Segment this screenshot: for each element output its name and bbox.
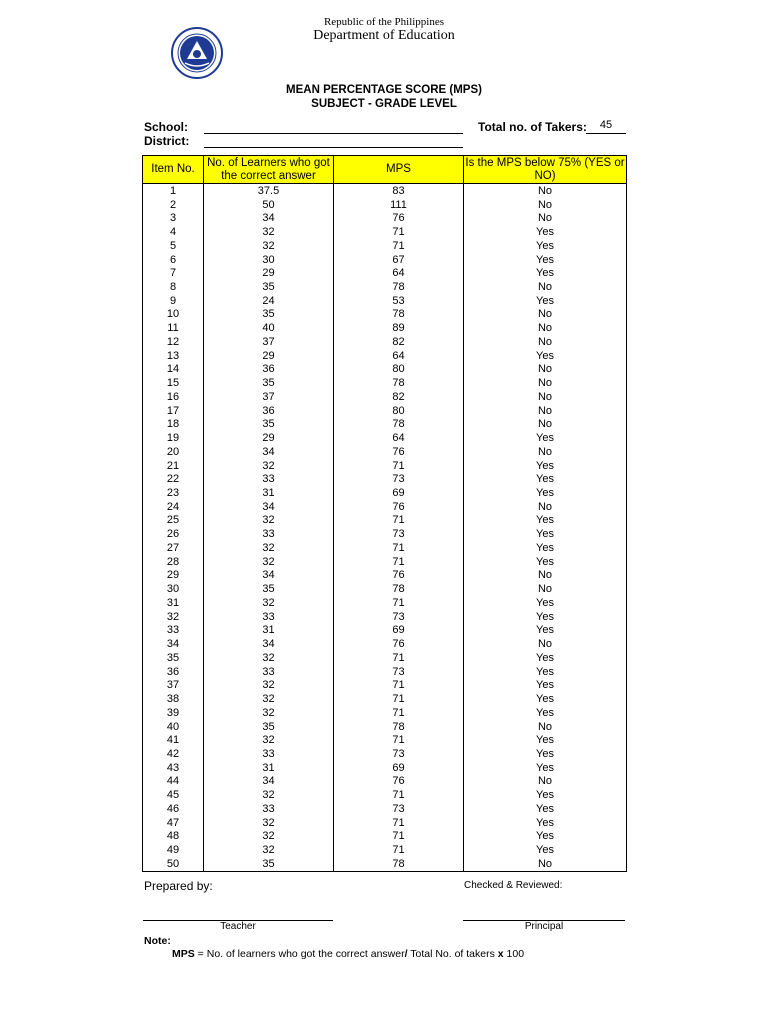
formula-times: x xyxy=(497,948,504,960)
cell-learners-correct: 37.5 xyxy=(204,184,334,198)
cell-item-no: 38 xyxy=(143,692,204,706)
cell-mps: 71 xyxy=(334,225,464,239)
cell-below-75: No xyxy=(464,775,627,789)
cell-mps: 82 xyxy=(334,390,464,404)
teacher-label: Teacher xyxy=(220,921,256,932)
cell-item-no: 25 xyxy=(143,514,204,528)
cell-mps: 71 xyxy=(334,514,464,528)
cell-learners-correct: 37 xyxy=(204,390,334,404)
table-row xyxy=(143,431,627,445)
cell-mps: 71 xyxy=(334,459,464,473)
table-row xyxy=(143,253,627,267)
table-row xyxy=(143,363,627,377)
cell-learners-correct: 34 xyxy=(204,445,334,459)
cell-below-75: No xyxy=(464,720,627,734)
cell-mps: 69 xyxy=(334,761,464,775)
table-row xyxy=(143,321,627,335)
cell-below-75: No xyxy=(464,637,627,651)
table-row xyxy=(143,376,627,390)
cell-mps: 82 xyxy=(334,335,464,349)
cell-below-75: Yes xyxy=(464,706,627,720)
cell-learners-correct: 32 xyxy=(204,706,334,720)
cell-below-75: No xyxy=(464,321,627,335)
cell-learners-correct: 29 xyxy=(204,349,334,363)
cell-learners-correct: 33 xyxy=(204,665,334,679)
cell-below-75: No xyxy=(464,308,627,322)
table-row xyxy=(143,239,627,253)
cell-learners-correct: 32 xyxy=(204,459,334,473)
cell-below-75: Yes xyxy=(464,253,627,267)
cell-item-no: 3 xyxy=(143,211,204,225)
table-row xyxy=(143,390,627,404)
header-below-75: Is the MPS below 75% (YES or NO) xyxy=(465,156,625,182)
cell-item-no: 2 xyxy=(143,198,204,212)
cell-item-no: 34 xyxy=(143,637,204,651)
cell-mps: 71 xyxy=(334,678,464,692)
cell-mps: 73 xyxy=(334,527,464,541)
cell-below-75: Yes xyxy=(464,788,627,802)
cell-learners-correct: 35 xyxy=(204,376,334,390)
cell-mps: 64 xyxy=(334,266,464,280)
cell-item-no: 41 xyxy=(143,733,204,747)
cell-item-no: 20 xyxy=(143,445,204,459)
cell-below-75: No xyxy=(464,500,627,514)
cell-below-75: No xyxy=(464,417,627,431)
cell-item-no: 6 xyxy=(143,253,204,267)
cell-below-75: No xyxy=(464,445,627,459)
table-row xyxy=(143,527,627,541)
cell-learners-correct: 31 xyxy=(204,624,334,638)
cell-mps: 78 xyxy=(334,417,464,431)
table-row xyxy=(143,555,627,569)
table-row xyxy=(143,308,627,322)
header-learners-correct: No. of Learners who got the correct answer xyxy=(204,156,334,184)
takers-underline xyxy=(586,133,626,134)
table-row xyxy=(143,747,627,761)
table-row xyxy=(143,761,627,775)
cell-mps: 76 xyxy=(334,569,464,583)
cell-item-no: 7 xyxy=(143,266,204,280)
cell-below-75: No xyxy=(464,376,627,390)
cell-learners-correct: 36 xyxy=(204,363,334,377)
cell-mps: 76 xyxy=(334,775,464,789)
cell-below-75: Yes xyxy=(464,541,627,555)
cell-below-75: No xyxy=(464,335,627,349)
cell-below-75: Yes xyxy=(464,239,627,253)
cell-item-no: 31 xyxy=(143,596,204,610)
cell-mps: 53 xyxy=(334,294,464,308)
cell-below-75: No xyxy=(464,280,627,294)
formula-hundred: 100 xyxy=(503,948,525,960)
cell-below-75: Yes xyxy=(464,843,627,857)
table-row xyxy=(143,596,627,610)
cell-mps: 71 xyxy=(334,843,464,857)
table-row xyxy=(143,720,627,734)
cell-learners-correct: 32 xyxy=(204,692,334,706)
table-row xyxy=(143,569,627,583)
cell-item-no: 32 xyxy=(143,610,204,624)
cell-mps: 89 xyxy=(334,321,464,335)
cell-item-no: 15 xyxy=(143,376,204,390)
cell-below-75: No xyxy=(464,569,627,583)
table-row xyxy=(143,541,627,555)
cell-below-75: Yes xyxy=(464,266,627,280)
cell-below-75: Yes xyxy=(464,733,627,747)
cell-learners-correct: 31 xyxy=(204,486,334,500)
table-row xyxy=(143,266,627,280)
note-label: Note: xyxy=(144,935,171,947)
cell-below-75: No xyxy=(464,184,627,198)
table-row xyxy=(143,830,627,844)
table-row xyxy=(143,775,627,789)
cell-learners-correct: 35 xyxy=(204,582,334,596)
cell-below-75: Yes xyxy=(464,747,627,761)
cell-below-75: No xyxy=(464,582,627,596)
document-subtitle: SUBJECT - GRADE LEVEL xyxy=(311,98,457,110)
table-row xyxy=(143,349,627,363)
table-row xyxy=(143,294,627,308)
principal-label: Principal xyxy=(524,921,564,932)
cell-below-75: Yes xyxy=(464,514,627,528)
cell-item-no: 11 xyxy=(143,321,204,335)
cell-below-75: Yes xyxy=(464,761,627,775)
cell-learners-correct: 50 xyxy=(204,198,334,212)
cell-item-no: 21 xyxy=(143,459,204,473)
cell-below-75: Yes xyxy=(464,830,627,844)
cell-mps: 83 xyxy=(334,184,464,198)
header-item-no: Item No. xyxy=(143,156,204,184)
cell-learners-correct: 35 xyxy=(204,857,334,871)
cell-mps: 69 xyxy=(334,624,464,638)
cell-learners-correct: 32 xyxy=(204,239,334,253)
republic-heading: Republic of the Philippines xyxy=(323,16,445,28)
table-row xyxy=(143,733,627,747)
cell-mps: 78 xyxy=(334,720,464,734)
cell-mps: 78 xyxy=(334,582,464,596)
cell-below-75: Yes xyxy=(464,349,627,363)
cell-mps: 71 xyxy=(334,651,464,665)
cell-mps: 76 xyxy=(334,211,464,225)
table-row xyxy=(143,211,627,225)
cell-below-75: Yes xyxy=(464,678,627,692)
cell-item-no: 39 xyxy=(143,706,204,720)
table-body xyxy=(143,184,627,872)
cell-mps: 76 xyxy=(334,445,464,459)
cell-item-no: 14 xyxy=(143,363,204,377)
cell-below-75: No xyxy=(464,390,627,404)
table-row xyxy=(143,184,627,198)
table-row xyxy=(143,417,627,431)
cell-mps: 78 xyxy=(334,280,464,294)
cell-item-no: 24 xyxy=(143,500,204,514)
cell-below-75: Yes xyxy=(464,802,627,816)
cell-item-no: 22 xyxy=(143,472,204,486)
cell-learners-correct: 32 xyxy=(204,816,334,830)
cell-item-no: 18 xyxy=(143,417,204,431)
cell-learners-correct: 31 xyxy=(204,761,334,775)
cell-below-75: Yes xyxy=(464,294,627,308)
cell-learners-correct: 32 xyxy=(204,514,334,528)
takers-value[interactable]: 45 xyxy=(599,119,613,131)
cell-item-no: 10 xyxy=(143,308,204,322)
school-field[interactable] xyxy=(204,133,463,134)
mps-table xyxy=(142,155,627,872)
cell-item-no: 42 xyxy=(143,747,204,761)
cell-item-no: 12 xyxy=(143,335,204,349)
header-mps: MPS xyxy=(334,156,464,184)
cell-mps: 71 xyxy=(334,816,464,830)
formula-numerator: = No. of learners who got the correct answer xyxy=(194,948,405,960)
mps-formula xyxy=(172,948,524,960)
cell-mps: 71 xyxy=(334,239,464,253)
table-row xyxy=(143,459,627,473)
cell-learners-correct: 34 xyxy=(204,775,334,789)
cell-learners-correct: 32 xyxy=(204,678,334,692)
cell-mps: 78 xyxy=(334,308,464,322)
cell-below-75: Yes xyxy=(464,555,627,569)
table-row xyxy=(143,843,627,857)
cell-learners-correct: 35 xyxy=(204,417,334,431)
cell-mps: 71 xyxy=(334,541,464,555)
cell-mps: 78 xyxy=(334,376,464,390)
table-row xyxy=(143,637,627,651)
cell-mps: 71 xyxy=(334,706,464,720)
cell-mps: 78 xyxy=(334,857,464,871)
cell-item-no: 37 xyxy=(143,678,204,692)
table-row xyxy=(143,335,627,349)
mps-term: MPS xyxy=(172,948,195,960)
cell-below-75: Yes xyxy=(464,624,627,638)
cell-item-no: 46 xyxy=(143,802,204,816)
cell-below-75: Yes xyxy=(464,692,627,706)
cell-mps: 64 xyxy=(334,431,464,445)
cell-mps: 64 xyxy=(334,349,464,363)
cell-learners-correct: 32 xyxy=(204,733,334,747)
prepared-by-label: Prepared by: xyxy=(144,879,213,893)
cell-learners-correct: 33 xyxy=(204,610,334,624)
cell-mps: 71 xyxy=(334,555,464,569)
district-field[interactable] xyxy=(204,147,463,148)
table-row xyxy=(143,802,627,816)
cell-item-no: 16 xyxy=(143,390,204,404)
takers-label: Total no. of Takers: xyxy=(478,120,587,134)
cell-item-no: 36 xyxy=(143,665,204,679)
cell-learners-correct: 34 xyxy=(204,211,334,225)
district-label: District: xyxy=(144,134,190,148)
cell-item-no: 1 xyxy=(143,184,204,198)
cell-below-75: No xyxy=(464,198,627,212)
cell-item-no: 43 xyxy=(143,761,204,775)
cell-learners-correct: 34 xyxy=(204,569,334,583)
cell-mps: 76 xyxy=(334,637,464,651)
cell-mps: 71 xyxy=(334,788,464,802)
cell-mps: 71 xyxy=(334,830,464,844)
cell-below-75: Yes xyxy=(464,816,627,830)
cell-below-75: Yes xyxy=(464,459,627,473)
cell-mps: 73 xyxy=(334,802,464,816)
cell-item-no: 23 xyxy=(143,486,204,500)
cell-learners-correct: 29 xyxy=(204,431,334,445)
cell-item-no: 33 xyxy=(143,624,204,638)
table-row xyxy=(143,651,627,665)
table-row xyxy=(143,582,627,596)
cell-learners-correct: 35 xyxy=(204,720,334,734)
cell-item-no: 5 xyxy=(143,239,204,253)
table-row xyxy=(143,692,627,706)
cell-mps: 111 xyxy=(334,198,464,212)
cell-item-no: 30 xyxy=(143,582,204,596)
cell-item-no: 9 xyxy=(143,294,204,308)
cell-below-75: Yes xyxy=(464,651,627,665)
cell-item-no: 40 xyxy=(143,720,204,734)
cell-item-no: 49 xyxy=(143,843,204,857)
cell-item-no: 8 xyxy=(143,280,204,294)
table-row xyxy=(143,788,627,802)
table-row xyxy=(143,665,627,679)
cell-mps: 69 xyxy=(334,486,464,500)
table-row xyxy=(143,198,627,212)
cell-below-75: No xyxy=(464,404,627,418)
cell-learners-correct: 32 xyxy=(204,225,334,239)
table-row xyxy=(143,472,627,486)
cell-below-75: No xyxy=(464,857,627,871)
table-row xyxy=(143,445,627,459)
table-row xyxy=(143,500,627,514)
cell-learners-correct: 30 xyxy=(204,253,334,267)
cell-item-no: 35 xyxy=(143,651,204,665)
cell-below-75: Yes xyxy=(464,486,627,500)
cell-below-75: No xyxy=(464,363,627,377)
checked-reviewed-label: Checked & Reviewed: xyxy=(464,880,563,891)
cell-item-no: 17 xyxy=(143,404,204,418)
formula-slash: / xyxy=(404,948,408,960)
cell-below-75: Yes xyxy=(464,472,627,486)
school-label: School: xyxy=(144,120,188,134)
table-row xyxy=(143,857,627,871)
cell-item-no: 26 xyxy=(143,527,204,541)
cell-mps: 71 xyxy=(334,733,464,747)
table-row xyxy=(143,280,627,294)
cell-below-75: Yes xyxy=(464,665,627,679)
cell-learners-correct: 33 xyxy=(204,802,334,816)
cell-mps: 76 xyxy=(334,500,464,514)
cell-learners-correct: 29 xyxy=(204,266,334,280)
table-row xyxy=(143,706,627,720)
cell-item-no: 4 xyxy=(143,225,204,239)
cell-item-no: 45 xyxy=(143,788,204,802)
cell-item-no: 13 xyxy=(143,349,204,363)
document-title: MEAN PERCENTAGE SCORE (MPS) xyxy=(286,84,482,96)
table-row xyxy=(143,610,627,624)
cell-learners-correct: 24 xyxy=(204,294,334,308)
cell-item-no: 48 xyxy=(143,830,204,844)
cell-learners-correct: 32 xyxy=(204,830,334,844)
cell-item-no: 19 xyxy=(143,431,204,445)
cell-learners-correct: 35 xyxy=(204,308,334,322)
cell-below-75: Yes xyxy=(464,610,627,624)
cell-below-75: Yes xyxy=(464,225,627,239)
cell-learners-correct: 32 xyxy=(204,541,334,555)
formula-divisor: Total No. of takers xyxy=(407,948,498,960)
table-row xyxy=(143,678,627,692)
cell-learners-correct: 32 xyxy=(204,651,334,665)
cell-learners-correct: 34 xyxy=(204,500,334,514)
cell-mps: 73 xyxy=(334,472,464,486)
cell-item-no: 29 xyxy=(143,569,204,583)
cell-learners-correct: 33 xyxy=(204,747,334,761)
cell-item-no: 44 xyxy=(143,775,204,789)
table-row xyxy=(143,514,627,528)
cell-item-no: 27 xyxy=(143,541,204,555)
cell-below-75: Yes xyxy=(464,431,627,445)
cell-learners-correct: 32 xyxy=(204,788,334,802)
table-row xyxy=(143,404,627,418)
cell-learners-correct: 32 xyxy=(204,843,334,857)
cell-learners-correct: 36 xyxy=(204,404,334,418)
cell-learners-correct: 40 xyxy=(204,321,334,335)
cell-below-75: Yes xyxy=(464,527,627,541)
cell-learners-correct: 37 xyxy=(204,335,334,349)
table-row xyxy=(143,486,627,500)
cell-learners-correct: 35 xyxy=(204,280,334,294)
cell-mps: 71 xyxy=(334,596,464,610)
table-row xyxy=(143,816,627,830)
cell-item-no: 47 xyxy=(143,816,204,830)
cell-mps: 71 xyxy=(334,692,464,706)
table-row xyxy=(143,225,627,239)
cell-item-no: 50 xyxy=(143,857,204,871)
cell-learners-correct: 32 xyxy=(204,555,334,569)
cell-mps: 67 xyxy=(334,253,464,267)
cell-below-75: No xyxy=(464,211,627,225)
cell-item-no: 28 xyxy=(143,555,204,569)
department-heading: Department of Education xyxy=(313,28,455,43)
cell-mps: 73 xyxy=(334,665,464,679)
cell-learners-correct: 34 xyxy=(204,637,334,651)
cell-learners-correct: 33 xyxy=(204,472,334,486)
cell-learners-correct: 33 xyxy=(204,527,334,541)
cell-mps: 80 xyxy=(334,363,464,377)
cell-mps: 73 xyxy=(334,610,464,624)
cell-mps: 80 xyxy=(334,404,464,418)
cell-learners-correct: 32 xyxy=(204,596,334,610)
table-header-row xyxy=(143,156,627,184)
table-row xyxy=(143,624,627,638)
cell-below-75: Yes xyxy=(464,596,627,610)
cell-mps: 73 xyxy=(334,747,464,761)
